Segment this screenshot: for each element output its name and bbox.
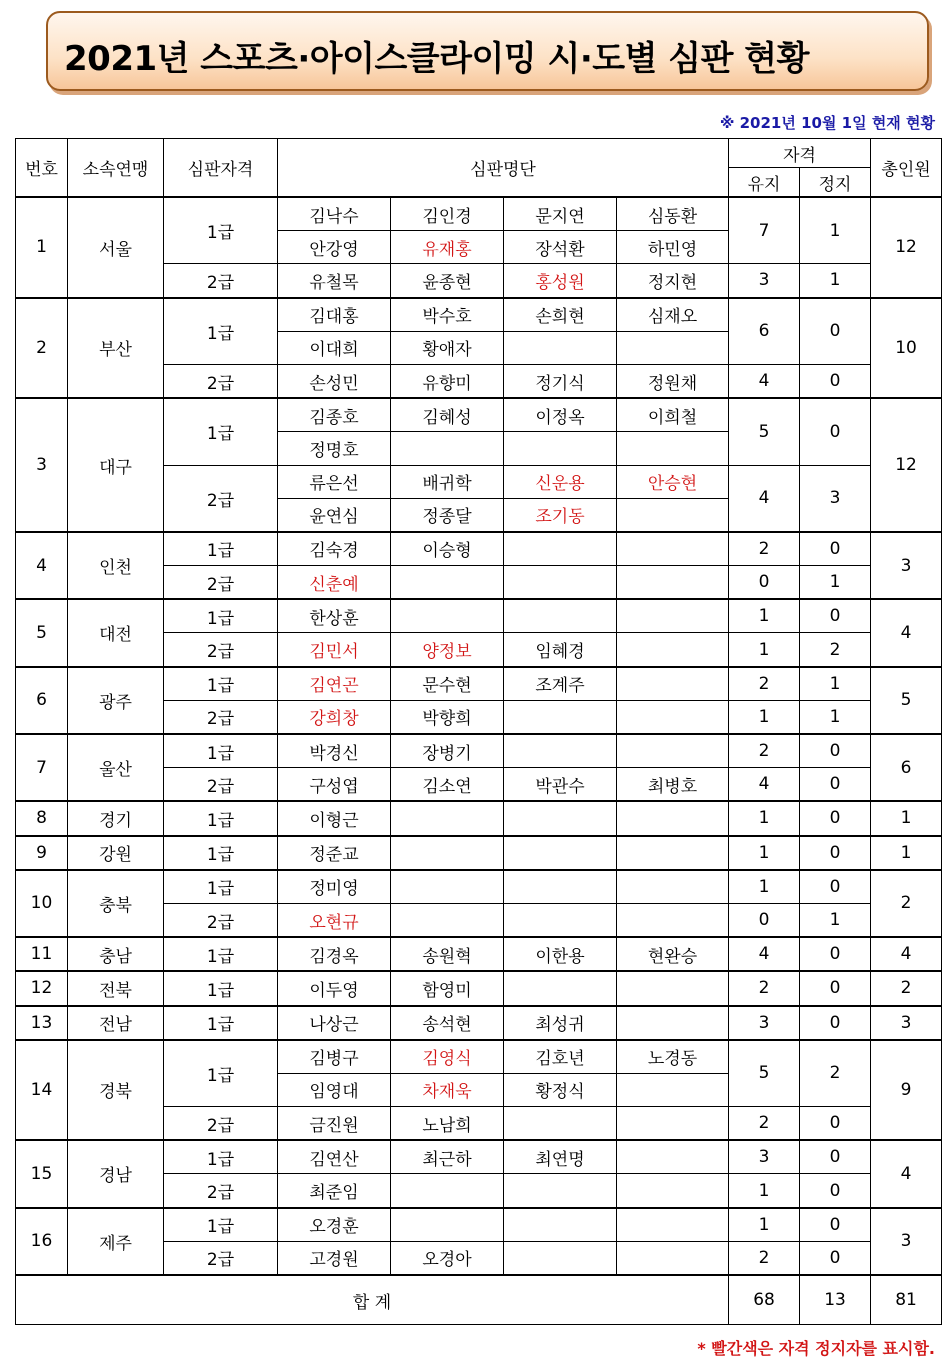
- table-row: [16, 599, 942, 633]
- table-row: [16, 870, 942, 904]
- region-number: 8: [16, 801, 68, 835]
- referee-name: 김숙경: [278, 532, 391, 566]
- region-name: 경기: [68, 801, 164, 835]
- referee-name: [391, 903, 504, 937]
- referee-name: 이승형: [391, 532, 504, 566]
- header-keep: 유지: [729, 168, 800, 198]
- referee-name: [504, 1241, 617, 1275]
- stop-count: 0: [800, 971, 871, 1005]
- grade-cell: 1급: [164, 298, 278, 365]
- referee-name: [504, 331, 617, 364]
- grade-cell: 2급: [164, 566, 278, 600]
- keep-count: 4: [729, 768, 800, 802]
- referee-name: 신운용: [504, 465, 617, 498]
- referee-name: 김민서: [278, 633, 391, 667]
- region-total: 1: [871, 836, 942, 870]
- referee-name: [617, 532, 729, 566]
- referee-name: [504, 971, 617, 1005]
- referee-name: 유재홍: [391, 231, 504, 264]
- keep-count: 3: [729, 1140, 800, 1174]
- referee-name: 정지현: [617, 264, 729, 298]
- referee-name: 노남희: [391, 1107, 504, 1141]
- grade-cell: 2급: [164, 1107, 278, 1141]
- region-total: 2: [871, 870, 942, 937]
- region-total: 9: [871, 1040, 942, 1141]
- stop-count: 0: [800, 1241, 871, 1275]
- referee-name: 김종호: [278, 398, 391, 432]
- totals-total: 81: [871, 1275, 942, 1325]
- stop-count: 1: [800, 700, 871, 734]
- region-name: 전남: [68, 1006, 164, 1040]
- referee-name: 송원혁: [391, 937, 504, 971]
- stop-count: 0: [800, 298, 871, 365]
- referee-name: 신춘예: [278, 566, 391, 600]
- region-name: 대전: [68, 599, 164, 666]
- region-number: 6: [16, 667, 68, 734]
- table-row: [16, 937, 942, 971]
- referee-name: 심재오: [617, 298, 729, 332]
- referee-name: 오경훈: [278, 1208, 391, 1242]
- referee-name: 차재욱: [391, 1073, 504, 1106]
- grade-cell: 2급: [164, 633, 278, 667]
- referee-name: 오경아: [391, 1241, 504, 1275]
- referee-name: 장병기: [391, 734, 504, 768]
- grade-cell: 2급: [164, 1241, 278, 1275]
- referee-name: 하민영: [617, 231, 729, 264]
- referee-name: [617, 566, 729, 600]
- referee-name: 김경옥: [278, 937, 391, 971]
- header-no: 번호: [16, 139, 68, 198]
- keep-count: 7: [729, 197, 800, 264]
- table-row: [16, 1006, 942, 1040]
- stop-count: 0: [800, 1140, 871, 1174]
- table-row: [16, 734, 942, 768]
- referee-name: [617, 700, 729, 734]
- keep-count: 3: [729, 1006, 800, 1040]
- referee-name: 강희창: [278, 700, 391, 734]
- referee-name: 홍성원: [504, 264, 617, 298]
- keep-count: 4: [729, 465, 800, 532]
- keep-count: 2: [729, 1107, 800, 1141]
- referee-name: [617, 1241, 729, 1275]
- region-name: 인천: [68, 532, 164, 599]
- grade-cell: 1급: [164, 532, 278, 566]
- region-total: 1: [871, 801, 942, 835]
- header-qualification: 자격: [729, 139, 871, 168]
- referee-name: 송석현: [391, 1006, 504, 1040]
- header-stop: 정지: [800, 168, 871, 198]
- region-total: 4: [871, 599, 942, 666]
- referee-name: [391, 1208, 504, 1242]
- keep-count: 1: [729, 1174, 800, 1208]
- header-grade: 심판자격: [164, 139, 278, 198]
- referee-name: 류은선: [278, 465, 391, 498]
- referee-name: [391, 599, 504, 633]
- referee-name: 현완승: [617, 937, 729, 971]
- page-title: 2021년 스포츠·아이스클라이밍 시·도별 심판 현황: [64, 39, 809, 79]
- stop-count: 2: [800, 633, 871, 667]
- stop-count: 0: [800, 768, 871, 802]
- stop-count: 1: [800, 264, 871, 298]
- stop-count: 1: [800, 197, 871, 264]
- referee-name: 정명호: [278, 432, 391, 465]
- referee-name: 김인경: [391, 197, 504, 231]
- region-number: 7: [16, 734, 68, 801]
- grade-cell: 1급: [164, 734, 278, 768]
- referee-name: [617, 498, 729, 532]
- stop-count: 0: [800, 1208, 871, 1242]
- stop-count: 1: [800, 903, 871, 937]
- referee-name: 정준교: [278, 836, 391, 870]
- grade-cell: 1급: [164, 599, 278, 633]
- region-number: 16: [16, 1208, 68, 1275]
- referee-name: 김낙수: [278, 197, 391, 231]
- table-row: [16, 1040, 942, 1074]
- region-name: 제주: [68, 1208, 164, 1275]
- table-row: [16, 1140, 942, 1174]
- grade-cell: 1급: [164, 801, 278, 835]
- referee-name: [617, 432, 729, 465]
- region-number: 14: [16, 1040, 68, 1141]
- keep-count: 6: [729, 298, 800, 365]
- keep-count: 1: [729, 836, 800, 870]
- referee-name: [617, 331, 729, 364]
- referee-name: 이두영: [278, 971, 391, 1005]
- referee-name: 황정식: [504, 1073, 617, 1106]
- referee-name: [504, 903, 617, 937]
- region-number: 1: [16, 197, 68, 298]
- region-number: 10: [16, 870, 68, 937]
- referee-name: 박수호: [391, 298, 504, 332]
- totals-label: 합 계: [16, 1275, 729, 1325]
- referee-name: 안승현: [617, 465, 729, 498]
- grade-cell: 1급: [164, 1208, 278, 1242]
- stop-count: 0: [800, 599, 871, 633]
- referee-name: 윤연심: [278, 498, 391, 532]
- keep-count: 2: [729, 734, 800, 768]
- referee-name: 구성엽: [278, 768, 391, 802]
- stop-count: 0: [800, 937, 871, 971]
- referee-name: 장석환: [504, 231, 617, 264]
- grade-cell: 2급: [164, 903, 278, 937]
- stop-count: 3: [800, 465, 871, 532]
- referee-name: [617, 971, 729, 1005]
- grade-cell: 1급: [164, 1006, 278, 1040]
- region-name: 경북: [68, 1040, 164, 1141]
- region-name: 경남: [68, 1140, 164, 1207]
- referee-name: [504, 836, 617, 870]
- referee-name: 최성귀: [504, 1006, 617, 1040]
- table-row: [16, 801, 942, 835]
- totals-row: [16, 1275, 942, 1325]
- grade-cell: 2급: [164, 364, 278, 398]
- referee-name: 김소연: [391, 768, 504, 802]
- region-name: 충북: [68, 870, 164, 937]
- referee-name: 노경동: [617, 1040, 729, 1074]
- region-total: 6: [871, 734, 942, 801]
- table-row: [16, 836, 942, 870]
- table-row: [16, 298, 942, 332]
- referee-name: [617, 1174, 729, 1208]
- region-total: 3: [871, 1208, 942, 1275]
- keep-count: 2: [729, 971, 800, 1005]
- stop-count: 1: [800, 566, 871, 600]
- grade-cell: 1급: [164, 937, 278, 971]
- referee-name: [617, 1107, 729, 1141]
- keep-count: 5: [729, 398, 800, 465]
- table-row: [16, 398, 942, 432]
- referee-name: 이희철: [617, 398, 729, 432]
- stop-count: 0: [800, 398, 871, 465]
- region-total: 2: [871, 971, 942, 1005]
- grade-cell: 2급: [164, 768, 278, 802]
- keep-count: 1: [729, 700, 800, 734]
- title-banner: [46, 11, 929, 91]
- totals-keep: 68: [729, 1275, 800, 1325]
- region-name: 광주: [68, 667, 164, 734]
- referee-name: 최병호: [617, 768, 729, 802]
- stop-count: 0: [800, 801, 871, 835]
- keep-count: 1: [729, 599, 800, 633]
- referee-name: 정미영: [278, 870, 391, 904]
- table-row: [16, 971, 942, 1005]
- keep-count: 3: [729, 264, 800, 298]
- table-row: [16, 1208, 942, 1242]
- referee-name: 함영미: [391, 971, 504, 1005]
- referee-name: 임영대: [278, 1073, 391, 1106]
- referee-name: 손희현: [504, 298, 617, 332]
- region-name: 서울: [68, 197, 164, 298]
- stop-count: 0: [800, 734, 871, 768]
- header-union: 소속연맹: [68, 139, 164, 198]
- referee-name: [504, 801, 617, 835]
- region-total: 12: [871, 398, 942, 532]
- referee-name: 배귀학: [391, 465, 504, 498]
- grade-cell: 1급: [164, 836, 278, 870]
- region-number: 11: [16, 937, 68, 971]
- stop-count: 0: [800, 532, 871, 566]
- referee-name: 정원채: [617, 364, 729, 398]
- referee-name: [617, 1208, 729, 1242]
- referee-name: 금진원: [278, 1107, 391, 1141]
- region-total: 3: [871, 532, 942, 599]
- stop-count: 0: [800, 1006, 871, 1040]
- referee-name: 이형근: [278, 801, 391, 835]
- referee-name: 문지연: [504, 197, 617, 231]
- referee-name: [617, 1140, 729, 1174]
- keep-count: 1: [729, 1208, 800, 1242]
- referee-name: 오현규: [278, 903, 391, 937]
- table-header: [16, 139, 942, 198]
- stop-count: 0: [800, 364, 871, 398]
- stop-count: 1: [800, 667, 871, 701]
- referee-name: [504, 734, 617, 768]
- footnote: * 빨간색은 자격 정지자를 표시함.: [697, 1339, 935, 1358]
- referee-name: 안강영: [278, 231, 391, 264]
- referee-table: [15, 138, 942, 1325]
- region-name: 대구: [68, 398, 164, 532]
- referee-name: [617, 1073, 729, 1106]
- table-row: [16, 532, 942, 566]
- keep-count: 5: [729, 1040, 800, 1107]
- keep-count: 4: [729, 364, 800, 398]
- referee-name: [617, 599, 729, 633]
- referee-name: 이정옥: [504, 398, 617, 432]
- referee-name: [504, 700, 617, 734]
- referee-name: [504, 599, 617, 633]
- date-note: ※ 2021년 10월 1일 현재 현황: [719, 114, 935, 132]
- keep-count: 2: [729, 667, 800, 701]
- referee-name: 황애자: [391, 331, 504, 364]
- stop-count: 0: [800, 870, 871, 904]
- referee-name: 양정보: [391, 633, 504, 667]
- keep-count: 0: [729, 566, 800, 600]
- referee-name: 임혜경: [504, 633, 617, 667]
- grade-cell: 1급: [164, 398, 278, 465]
- grade-cell: 1급: [164, 870, 278, 904]
- stop-count: 0: [800, 1107, 871, 1141]
- header-total: 총인원: [871, 139, 942, 198]
- referee-name: [504, 870, 617, 904]
- referee-name: 유향미: [391, 364, 504, 398]
- region-number: 4: [16, 532, 68, 599]
- referee-name: 이한용: [504, 937, 617, 971]
- keep-count: 1: [729, 633, 800, 667]
- referee-name: 한상훈: [278, 599, 391, 633]
- grade-cell: 1급: [164, 971, 278, 1005]
- referee-name: 김호년: [504, 1040, 617, 1074]
- region-total: 3: [871, 1006, 942, 1040]
- grade-cell: 2급: [164, 1174, 278, 1208]
- referee-name: [391, 836, 504, 870]
- stop-count: 0: [800, 836, 871, 870]
- referee-name: [617, 667, 729, 701]
- referee-name: 윤종현: [391, 264, 504, 298]
- region-number: 13: [16, 1006, 68, 1040]
- referee-name: 박관수: [504, 768, 617, 802]
- referee-name: [391, 1174, 504, 1208]
- header-names: 심판명단: [278, 139, 729, 198]
- region-number: 5: [16, 599, 68, 666]
- totals-stop: 13: [800, 1275, 871, 1325]
- keep-count: 2: [729, 1241, 800, 1275]
- referee-name: 나상근: [278, 1006, 391, 1040]
- region-total: 12: [871, 197, 942, 298]
- referee-name: 정기식: [504, 364, 617, 398]
- region-name: 울산: [68, 734, 164, 801]
- referee-name: 고경원: [278, 1241, 391, 1275]
- region-total: 4: [871, 1140, 942, 1207]
- referee-name: 최준임: [278, 1174, 391, 1208]
- region-number: 3: [16, 398, 68, 532]
- grade-cell: 2급: [164, 465, 278, 532]
- referee-name: 정종달: [391, 498, 504, 532]
- region-total: 5: [871, 667, 942, 734]
- region-number: 15: [16, 1140, 68, 1207]
- table-body: [16, 197, 942, 1275]
- grade-cell: 1급: [164, 1140, 278, 1174]
- referee-name: 문수현: [391, 667, 504, 701]
- grade-cell: 1급: [164, 197, 278, 264]
- referee-name: 조계주: [504, 667, 617, 701]
- region-name: 강원: [68, 836, 164, 870]
- referee-name: [504, 1107, 617, 1141]
- referee-name: 조기동: [504, 498, 617, 532]
- region-number: 9: [16, 836, 68, 870]
- referee-name: [617, 836, 729, 870]
- region-name: 충남: [68, 937, 164, 971]
- referee-name: [504, 1174, 617, 1208]
- referee-name: 최근하: [391, 1140, 504, 1174]
- referee-name: 박경신: [278, 734, 391, 768]
- referee-name: [391, 870, 504, 904]
- referee-name: 이대희: [278, 331, 391, 364]
- referee-name: [504, 432, 617, 465]
- referee-name: 심동환: [617, 197, 729, 231]
- table-row: [16, 197, 942, 231]
- grade-cell: 2급: [164, 264, 278, 298]
- referee-name: [617, 870, 729, 904]
- referee-name: 유철목: [278, 264, 391, 298]
- region-number: 2: [16, 298, 68, 399]
- keep-count: 1: [729, 801, 800, 835]
- referee-name: 최연명: [504, 1140, 617, 1174]
- referee-name: 김연곤: [278, 667, 391, 701]
- grade-cell: 1급: [164, 1040, 278, 1107]
- referee-name: [504, 566, 617, 600]
- region-total: 4: [871, 937, 942, 971]
- referee-name: [391, 432, 504, 465]
- region-name: 전북: [68, 971, 164, 1005]
- referee-name: [617, 903, 729, 937]
- referee-name: [391, 801, 504, 835]
- stop-count: 2: [800, 1040, 871, 1107]
- referee-name: [391, 566, 504, 600]
- grade-cell: 2급: [164, 700, 278, 734]
- referee-name: 김대홍: [278, 298, 391, 332]
- keep-count: 0: [729, 903, 800, 937]
- grade-cell: 1급: [164, 667, 278, 701]
- referee-name: [504, 1208, 617, 1242]
- referee-name: 김혜성: [391, 398, 504, 432]
- referee-name: [617, 1006, 729, 1040]
- referee-name: [617, 801, 729, 835]
- keep-count: 1: [729, 870, 800, 904]
- referee-name: 손성민: [278, 364, 391, 398]
- region-total: 10: [871, 298, 942, 399]
- stop-count: 0: [800, 1174, 871, 1208]
- referee-name: [617, 633, 729, 667]
- referee-name: [617, 734, 729, 768]
- keep-count: 2: [729, 532, 800, 566]
- referee-name: 김병구: [278, 1040, 391, 1074]
- region-name: 부산: [68, 298, 164, 399]
- referee-name: 김영식: [391, 1040, 504, 1074]
- table-row: [16, 667, 942, 701]
- referee-name: [504, 532, 617, 566]
- referee-name: 김연산: [278, 1140, 391, 1174]
- keep-count: 4: [729, 937, 800, 971]
- region-number: 12: [16, 971, 68, 1005]
- referee-name: 박향희: [391, 700, 504, 734]
